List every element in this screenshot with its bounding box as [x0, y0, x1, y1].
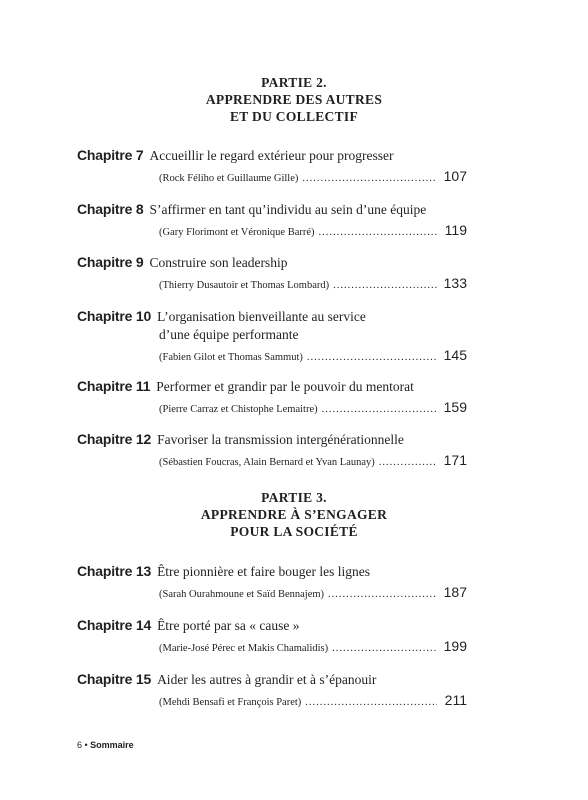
dot-leader [307, 352, 437, 363]
part-2-subtitle-line-1: APPRENDRE DES AUTRES [205, 92, 383, 107]
chapter-number: Chapitre 10 [77, 308, 152, 324]
toc-entry-chapter-8[interactable] [77, 201, 467, 238]
toc-entry-chapter-11[interactable] [77, 378, 467, 415]
chapter-title: Construire son leadership [149, 255, 288, 270]
toc-entry-chapter-14[interactable] [77, 617, 467, 654]
toc-entry-chapter-7[interactable] [77, 147, 467, 184]
toc-entry-chapter-12[interactable] [77, 431, 467, 468]
toc-entry-chapter-9[interactable] [77, 254, 467, 291]
part-3-title: PARTIE 3. [261, 490, 327, 505]
chapter-page-number: 159 [443, 399, 467, 415]
toc-entry-chapter-10[interactable] [77, 308, 467, 363]
chapter-authors: (Thierry Dusautoir et Thomas Lombard) [159, 280, 330, 291]
chapter-title: Performer et grandir par le pouvoir du mentorat [156, 379, 414, 394]
chapter-number: Chapitre 14 [77, 617, 152, 633]
chapter-title: L’organisation bienveillante au service [157, 309, 366, 324]
dot-leader [332, 643, 437, 654]
chapter-authors: (Pierre Carraz et Chistophe Lemaitre) [159, 404, 318, 415]
part-3-heading [0, 489, 588, 540]
chapter-number: Chapitre 15 [77, 671, 152, 687]
chapter-title: Favoriser la transmission intergénérationnelle [157, 432, 404, 447]
chapter-number: Chapitre 7 [77, 147, 144, 163]
chapter-page-number: 145 [443, 347, 467, 363]
chapter-page-number: 199 [443, 638, 467, 654]
part-2-subtitle-line-2: ET DU COLLECTIF [229, 109, 359, 124]
dot-leader [328, 589, 437, 600]
dot-leader [322, 404, 437, 415]
chapter-page-number: 187 [443, 584, 467, 600]
page-footer [77, 740, 134, 750]
chapter-authors: (Marie-José Pérec et Makis Chamalidis) [159, 643, 329, 654]
part-2-title: PARTIE 2. [261, 75, 327, 90]
part-3-subtitle-line-1: APPRENDRE À S’ENGAGER [200, 507, 388, 522]
chapter-page-number: 171 [443, 452, 467, 468]
chapter-page-number: 107 [443, 168, 467, 184]
chapter-title: Être pionnière et faire bouger les lignes [157, 564, 370, 579]
chapter-authors: (Gary Florimont et Véronique Barré) [159, 227, 315, 238]
chapter-page-number: 133 [443, 275, 467, 291]
chapter-page-number: 119 [444, 222, 467, 238]
chapter-title: Être porté par sa « cause » [157, 618, 300, 633]
chapter-title: Aider les autres à grandir et à s’épanouir [157, 672, 377, 687]
dot-leader [302, 173, 437, 184]
chapter-number: Chapitre 12 [77, 431, 152, 447]
chapter-page-number: 211 [444, 692, 467, 708]
footer-page-number: 6 [77, 740, 83, 750]
chapter-number: Chapitre 11 [77, 378, 151, 394]
dot-leader [305, 697, 437, 708]
chapter-title: Accueillir le regard extérieur pour progresser [149, 148, 394, 163]
dot-leader [333, 280, 437, 291]
chapter-number: Chapitre 9 [77, 254, 144, 270]
dot-leader [319, 227, 437, 238]
chapter-number: Chapitre 8 [77, 201, 144, 217]
chapter-authors: (Mehdi Bensafi et François Paret) [159, 697, 302, 708]
chapter-authors: (Fabien Gilot et Thomas Sammut) [159, 352, 303, 363]
footer-separator: • [82, 740, 91, 750]
part-3-subtitle-line-2: POUR LA SOCIÉTÉ [230, 524, 358, 539]
dot-leader [379, 457, 437, 468]
toc-entry-chapter-15[interactable] [77, 671, 467, 708]
chapter-authors: (Rock Féliho et Guillaume Gille) [159, 173, 299, 184]
footer-section-name: Sommaire [90, 740, 134, 750]
part-2-heading [0, 74, 588, 125]
chapter-title: S’affirmer en tant qu’individu au sein d’une équipe [149, 202, 427, 217]
chapter-authors: (Sarah Ourahmoune et Saïd Bennajem) [159, 589, 325, 600]
toc-entry-chapter-13[interactable] [77, 563, 467, 600]
chapter-number: Chapitre 13 [77, 563, 152, 579]
chapter-authors: (Sébastien Foucras, Alain Bernard et Yvan Launay) [159, 457, 375, 468]
chapter-title-continued: d’une équipe performante [159, 327, 299, 342]
